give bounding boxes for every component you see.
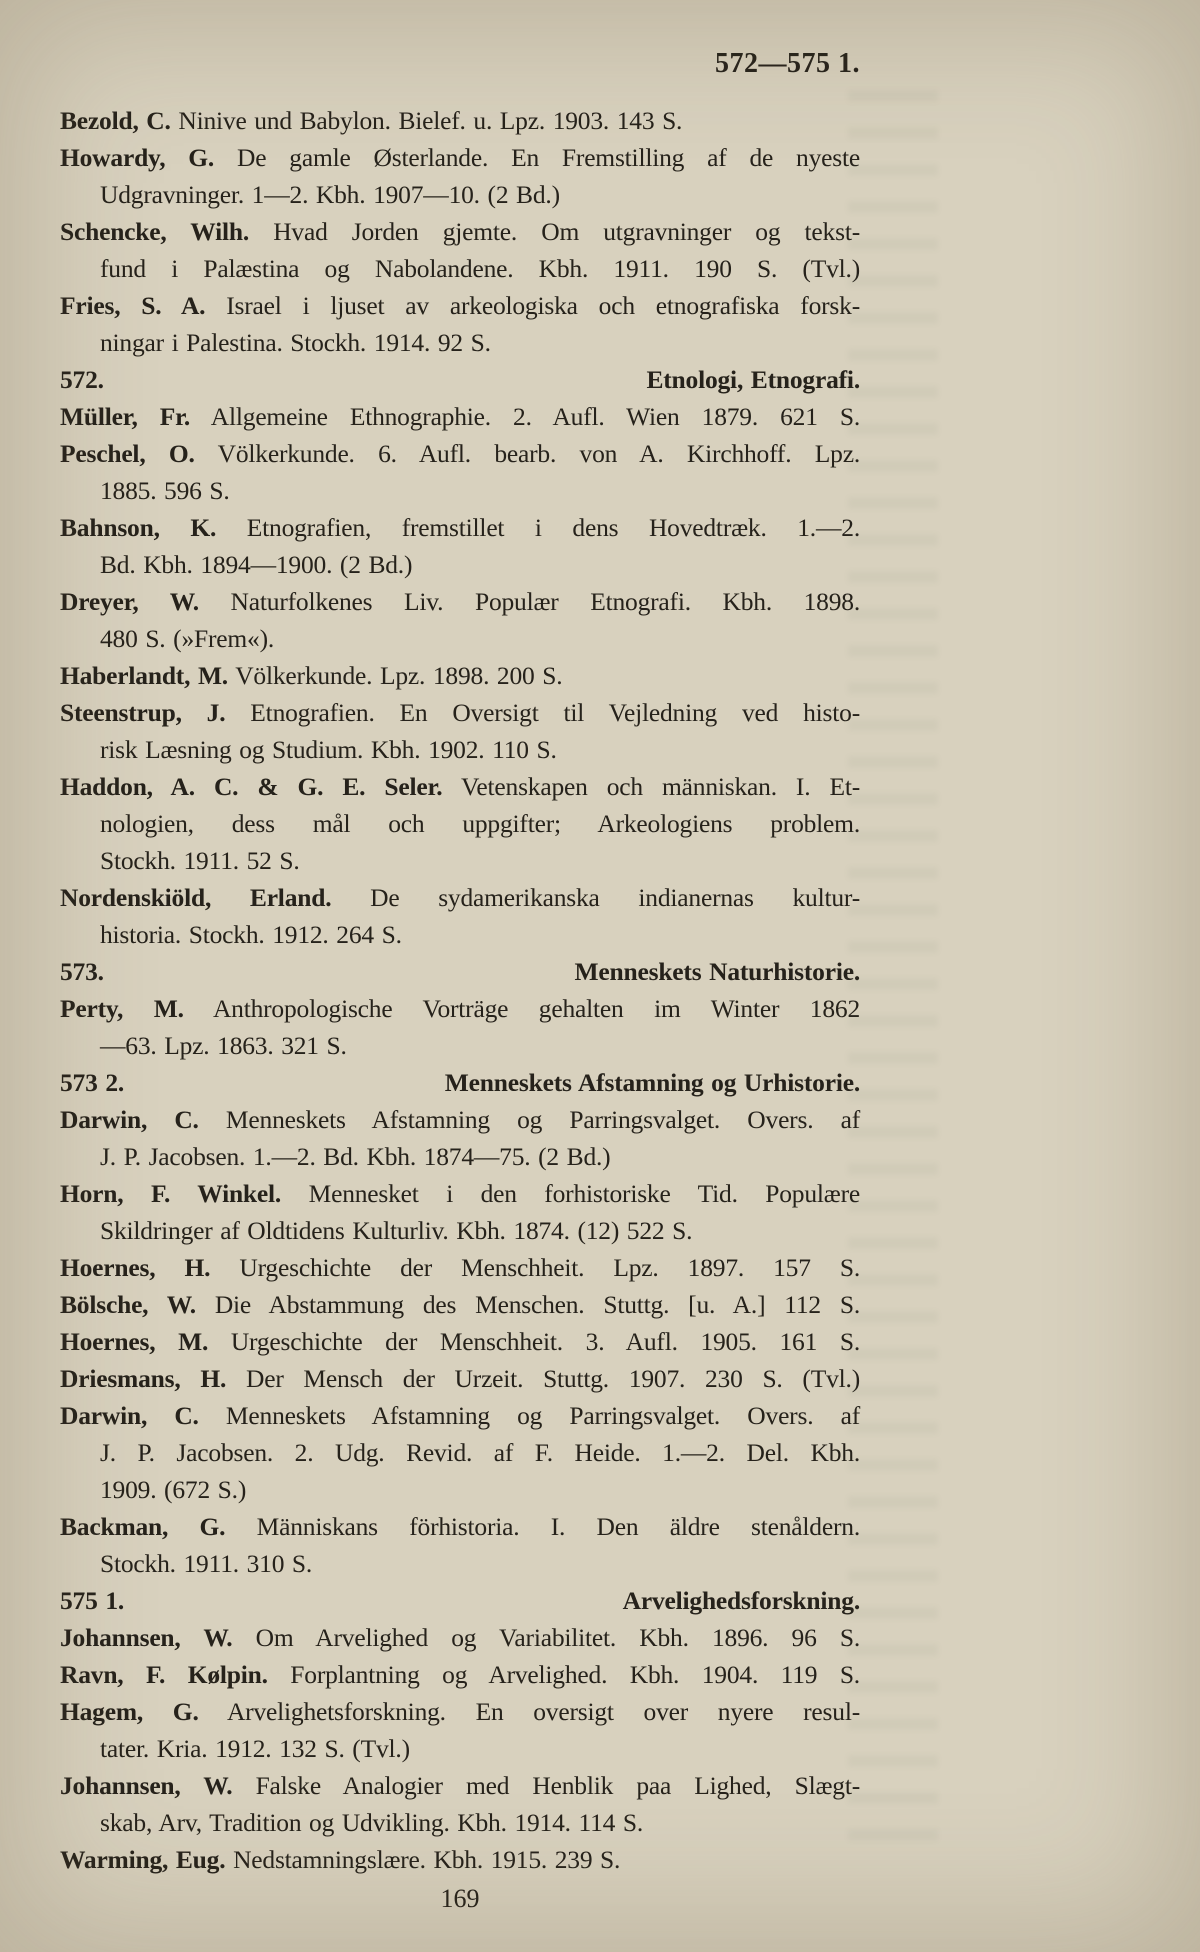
entry-line: Schencke, Wilh. Hvad Jorden gjemte. Om utgravninger og tekst- <box>60 217 860 246</box>
entry-line: J. P. Jacobsen. 2. Udg. Revid. af F. Heide. 1.—2. Del. Kbh. <box>100 1438 860 1467</box>
entry-author: Perty, M. <box>60 994 184 1023</box>
bibliography-entry <box>60 213 860 287</box>
entry-line: Perty, M. Anthropologische Vorträge gehalten im Winter 1862 <box>60 994 861 1023</box>
entry-line: Stockh. 1911. 52 S. <box>100 846 300 875</box>
bibliography-entry <box>60 1693 860 1767</box>
section-title: Arvelighedsforskning. <box>622 1586 860 1615</box>
section-title: Etnologi, Etnografi. <box>646 365 860 394</box>
bibliography-entry <box>60 694 860 768</box>
entry-line: Bezold, C. Ninive und Babylon. Bielef. u. Lpz. 1903. 143 S. <box>60 106 683 135</box>
entry-line: Hagem, G. Arvelighetsforskning. En oversigt over nyere resul- <box>60 1697 860 1726</box>
entry-line: Nordenskiöld, Erland. De sydamerikanska indianernas kultur- <box>60 883 860 912</box>
bibliography-entry <box>60 1286 860 1323</box>
entry-line: Haddon, A. C. & G. E. Seler. Vetenskapen och människan. I. Et- <box>60 772 860 801</box>
entry-line: Haberlandt, M. Völkerkunde. Lpz. 1898. 200 S. <box>60 661 563 690</box>
section-number: 573 2. <box>60 1068 125 1097</box>
entry-author: Bahnson, K. <box>60 513 217 542</box>
page-number: 169 <box>440 1884 480 1913</box>
bibliography-entry <box>60 139 860 213</box>
entry-line: Driesmans, H. Der Mensch der Urzeit. Stuttg. 1907. 230 S. (Tvl.) <box>60 1364 860 1393</box>
entry-line: Skildringer af Oldtidens Kulturliv. Kbh. 1874. (12) 522 S. <box>100 1216 693 1245</box>
section-title: Menneskets Afstamning og Urhistorie. <box>444 1068 860 1097</box>
entry-author: Fries, S. A. <box>60 291 206 320</box>
entry-author: Bölsche, W. <box>60 1290 196 1319</box>
entry-line: skab, Arv, Tradition og Udvikling. Kbh. 1914. 114 S. <box>100 1808 644 1837</box>
bibliography-entry <box>60 657 860 694</box>
entry-line: ningar i Palestina. Stockh. 1914. 92 S. <box>100 328 491 357</box>
entry-line: Backman, G. Människans förhistoria. I. Den äldre stenåldern. <box>60 1512 860 1541</box>
bibliography-entry <box>60 1619 860 1656</box>
bibliography-entry <box>60 102 860 139</box>
bibliography-entry <box>60 879 860 953</box>
entry-line: Peschel, O. Völkerkunde. 6. Aufl. bearb. von A. Kirchhoff. Lpz. <box>60 439 861 468</box>
entry-line: 480 S. (»Frem«). <box>100 624 275 653</box>
section-heading <box>60 361 860 398</box>
bibliography-entry <box>60 398 860 435</box>
entry-line: Johannsen, W. Om Arvelighed og Variabilitet. Kbh. 1896. 96 S. <box>60 1623 860 1652</box>
entry-author: Dreyer, W. <box>60 587 199 616</box>
entry-author: Howardy, G. <box>60 143 215 172</box>
bibliography-entry <box>60 768 860 879</box>
bibliography-entry <box>60 1175 860 1249</box>
bibliography-entry <box>60 990 860 1064</box>
section-heading <box>60 1582 860 1619</box>
entry-line: Johannsen, W. Falske Analogier med Henblik paa Lighed, Slægt- <box>60 1771 860 1800</box>
entry-author: Haberlandt, M. <box>60 661 228 690</box>
entry-author: Johannsen, W. <box>60 1771 233 1800</box>
entry-line: Darwin, C. Menneskets Afstamning og Parringsvalget. Overs. af <box>60 1105 860 1134</box>
entry-line: Ravn, F. Kølpin. Forplantning og Arvelighed. Kbh. 1904. 119 S. <box>60 1660 860 1689</box>
entry-author: Warming, Eug. <box>60 1845 226 1874</box>
entry-line: Bölsche, W. Die Abstammung des Menschen. Stuttg. [u. A.] 112 S. <box>60 1290 860 1319</box>
entry-line: Udgravninger. 1—2. Kbh. 1907—10. (2 Bd.) <box>100 180 560 209</box>
entry-line: Horn, F. Winkel. Mennesket i den forhistoriske Tid. Populære <box>60 1179 860 1208</box>
entry-author: Johannsen, W. <box>60 1623 233 1652</box>
running-header: 572—575 1. <box>715 48 860 79</box>
section-number: 572. <box>60 365 104 394</box>
entry-line: Fries, S. A. Israel i ljuset av arkeologiska och etnografiska forsk- <box>60 291 860 320</box>
entry-author: Horn, F. Winkel. <box>60 1179 282 1208</box>
section-heading <box>60 1064 860 1101</box>
entry-line: Dreyer, W. Naturfolkenes Liv. Populær Etnografi. Kbh. 1898. <box>60 587 860 616</box>
entry-author: Haddon, A. C. & G. E. Seler. <box>60 772 443 801</box>
entry-line: Steenstrup, J. Etnografien. En Oversigt til Vejledning ved histo- <box>60 698 860 727</box>
entry-line: Bahnson, K. Etnografien, fremstillet i dens Hovedtræk. 1.—2. <box>60 513 860 542</box>
entry-line: Warming, Eug. Nedstamningslære. Kbh. 1915. 239 S. <box>60 1845 621 1874</box>
section-number: 573. <box>60 957 104 986</box>
entry-author: Darwin, C. <box>60 1401 199 1430</box>
entry-author: Nordenskiöld, Erland. <box>60 883 332 912</box>
entry-author: Hoernes, M. <box>60 1327 209 1356</box>
entry-author: Driesmans, H. <box>60 1364 227 1393</box>
bibliography-entry <box>60 1508 860 1582</box>
entry-author: Hoernes, H. <box>60 1253 211 1282</box>
bibliography-entry <box>60 287 860 361</box>
bibliography-entry <box>60 1360 860 1397</box>
bibliography-entry <box>60 583 860 657</box>
bibliography-entry <box>60 1841 860 1878</box>
bibliography-entry <box>60 1249 860 1286</box>
bibliography-entry <box>60 435 860 509</box>
entry-line: Darwin, C. Menneskets Afstamning og Parringsvalget. Overs. af <box>60 1401 860 1430</box>
bibliography-entry <box>60 509 860 583</box>
entry-line: Hoernes, H. Urgeschichte der Menschheit. Lpz. 1897. 157 S. <box>60 1253 860 1282</box>
entry-author: Bezold, C. <box>60 106 171 135</box>
entry-line: J. P. Jacobsen. 1.—2. Bd. Kbh. 1874—75. (2 Bd.) <box>100 1142 611 1171</box>
entry-line: nologien, dess mål och uppgifter; Arkeologiens problem. <box>100 809 860 838</box>
entry-line: Bd. Kbh. 1894—1900. (2 Bd.) <box>100 550 413 579</box>
entry-line: Hoernes, M. Urgeschichte der Menschheit. 3. Aufl. 1905. 161 S. <box>60 1327 860 1356</box>
entry-author: Steenstrup, J. <box>60 698 226 727</box>
entry-line: Howardy, G. De gamle Østerlande. En Fremstilling af de nyeste <box>60 143 860 172</box>
section-number: 575 1. <box>60 1586 125 1615</box>
entry-author: Ravn, F. Kølpin. <box>60 1660 268 1689</box>
bibliography-entry <box>60 1323 860 1360</box>
page-bleedthrough-ghost <box>848 90 938 1850</box>
bibliography-entry <box>60 1656 860 1693</box>
entry-line: 1885. 596 S. <box>100 476 230 505</box>
entry-line: fund i Palæstina og Nabolandene. Kbh. 1911. 190 S. (Tvl.) <box>100 254 860 283</box>
entry-line: Stockh. 1911. 310 S. <box>100 1549 313 1578</box>
entry-line: Müller, Fr. Allgemeine Ethnographie. 2. Aufl. Wien 1879. 621 S. <box>60 402 860 431</box>
section-title: Menneskets Naturhistorie. <box>574 957 860 986</box>
entry-author: Peschel, O. <box>60 439 195 468</box>
entry-author: Schencke, Wilh. <box>60 217 250 246</box>
bibliography-entry <box>60 1101 860 1175</box>
entry-line: tater. Kria. 1912. 132 S. (Tvl.) <box>100 1734 410 1763</box>
content <box>60 102 860 1878</box>
entry-author: Müller, Fr. <box>60 402 191 431</box>
entry-line: risk Læsning og Studium. Kbh. 1902. 110 S. <box>100 735 557 764</box>
entry-author: Backman, G. <box>60 1512 226 1541</box>
entry-line: historia. Stockh. 1912. 264 S. <box>100 920 402 949</box>
entry-line: 1909. (672 S.) <box>100 1475 247 1504</box>
bibliography-entry <box>60 1767 860 1841</box>
entry-author: Darwin, C. <box>60 1105 199 1134</box>
entry-author: Hagem, G. <box>60 1697 199 1726</box>
bibliography-entry <box>60 1397 860 1508</box>
section-heading <box>60 953 860 990</box>
entry-line: —63. Lpz. 1863. 321 S. <box>100 1031 347 1060</box>
